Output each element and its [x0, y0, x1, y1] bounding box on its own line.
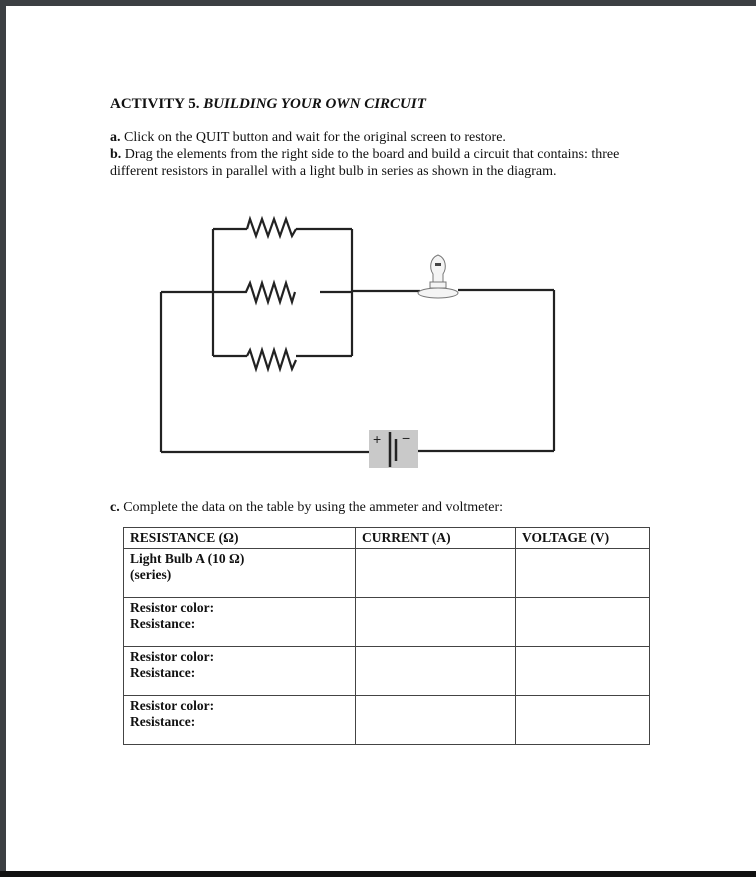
current-cell[interactable]: [356, 696, 516, 745]
battery-icon: [369, 430, 418, 468]
header-voltage: VOLTAGE (V): [516, 528, 650, 549]
step-label: a.: [110, 130, 121, 145]
current-cell[interactable]: [356, 647, 516, 696]
resistor-top: [247, 219, 296, 236]
table-row: [124, 598, 650, 647]
battery-plus-label: +: [373, 431, 382, 447]
row-label: Resistor color:: [130, 600, 215, 615]
step-c: [110, 500, 650, 517]
header-current: CURRENT (A): [356, 528, 516, 549]
data-table: [123, 527, 650, 745]
current-cell[interactable]: [356, 549, 516, 598]
table-header-row: [124, 528, 650, 549]
step-text: Complete the data on the table by using the ammeter and voltmeter:: [123, 500, 504, 515]
resistance-cell: [124, 647, 356, 696]
table-row: [124, 647, 650, 696]
row-sublabel: (series): [130, 567, 172, 582]
row-sublabel: Resistance:: [130, 616, 196, 631]
voltage-cell[interactable]: [516, 549, 650, 598]
resistance-cell: [124, 598, 356, 647]
step-label: c.: [110, 500, 120, 515]
resistor-middle: [161, 283, 295, 302]
row-sublabel: Resistance:: [130, 665, 196, 680]
light-bulb-icon: [418, 255, 458, 298]
row-label: Light Bulb A (10 Ω): [130, 551, 245, 566]
step-text: Click on the QUIT button and wait for the original screen to restore.: [124, 130, 506, 145]
voltage-cell[interactable]: [516, 696, 650, 745]
title-prefix: ACTIVITY 5.: [110, 96, 200, 112]
voltage-cell[interactable]: [516, 647, 650, 696]
resistance-cell: [124, 549, 356, 598]
table-row: [124, 549, 650, 598]
row-sublabel: Resistance:: [130, 714, 196, 729]
step-label: b.: [110, 147, 122, 162]
battery-minus-label: −: [402, 430, 411, 446]
step-text: Drag the elements from the right side to the board and build a circuit that contains: three different resistors in parallel with a light bulb in series as shown in the diagram.: [110, 147, 620, 179]
row-label: Resistor color:: [130, 649, 215, 664]
header-resistance: RESISTANCE (Ω): [124, 528, 356, 549]
current-cell[interactable]: [356, 598, 516, 647]
table-row: [124, 696, 650, 745]
resistance-cell: [124, 696, 356, 745]
row-label: Resistor color:: [130, 698, 215, 713]
voltage-cell[interactable]: [516, 598, 650, 647]
resistor-bottom: [247, 350, 296, 369]
title-italic: BUILDING YOUR OWN CIRCUIT: [203, 96, 426, 112]
